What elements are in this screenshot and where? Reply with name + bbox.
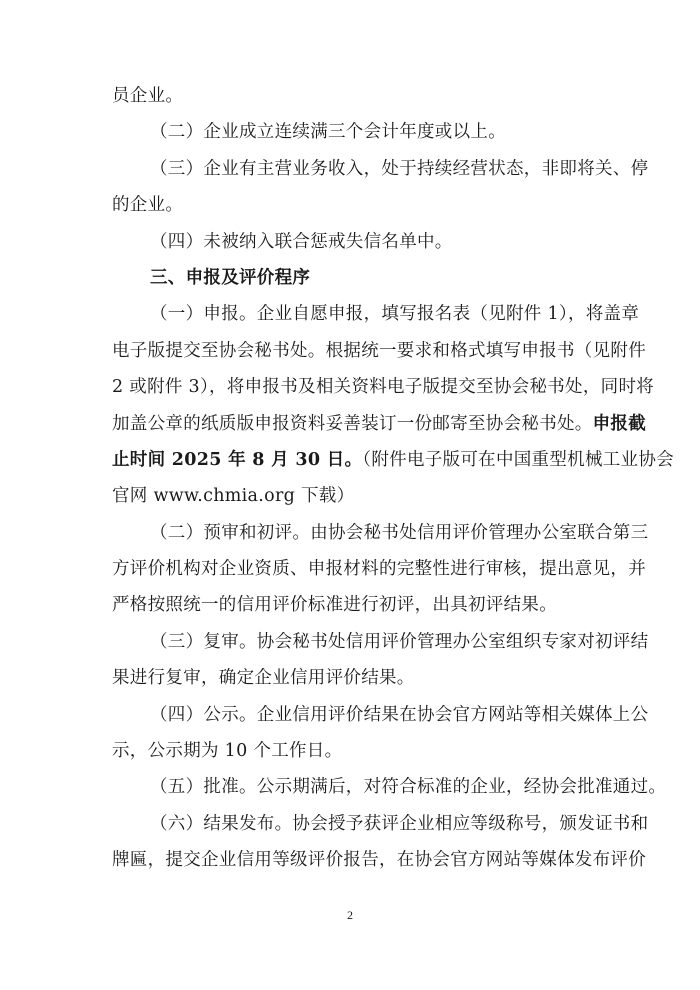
text-segment: 加盖公章的纸质版申报资料妥善装订一份邮寄至协会秘书处。 — [112, 413, 593, 434]
text-line: 官网 www.chmia.org 下载） — [112, 486, 355, 507]
text-line: （一）申报。企业自愿申报，填写报名表（见附件 1），将盖章 — [150, 304, 640, 325]
text-line: 方评价机构对企业资质、申报材料的完整性进行审核，提出意见，并 — [112, 559, 646, 580]
text-line: （二）企业成立连续满三个会计年度或以上。 — [150, 122, 506, 143]
bold-text-segment: 申报截 — [592, 413, 647, 434]
text-line: 严格按照统一的信用评价标准进行初评，出具初评结果。 — [112, 595, 557, 616]
text-line: （五）批准。公示期满后，对符合标准的企业，经协会批准通过。 — [150, 777, 667, 798]
text-line — [112, 442, 674, 478]
text-segment: （附件电子版可在中国重型机械工业协会 — [362, 449, 674, 470]
text-line: （三）企业有主营业务收入，处于持续经营状态，非即将关、停 — [150, 158, 649, 179]
text-line: （六）结果发布。协会授予获评企业相应等级称号，颁发证书和 — [150, 813, 649, 834]
text-line: 示，公示期为 10 个工作日。 — [112, 741, 343, 762]
text-line: （四）未被纳入联合惩戒失信名单中。 — [150, 231, 453, 252]
text-line: 三、申报及评价程序 — [150, 267, 311, 288]
text-line: （三）复审。协会秘书处信用评价管理办公室组织专家对初评结 — [150, 631, 649, 652]
bold-text-segment: 止时间 2025 年 8 月 30 日。 — [112, 449, 363, 470]
text-line: 2 或附件 3），将申报书及相关资料电子版提交至协会秘书处，同时将 — [112, 377, 655, 398]
text-line: 的企业。 — [112, 195, 184, 216]
page-number: 2 — [347, 908, 353, 922]
text-line — [112, 406, 647, 442]
text-line: （二）预审和初评。由协会秘书处信用评价管理办公室联合第三 — [150, 522, 649, 543]
text-line: 电子版提交至协会秘书处。根据统一要求和格式填写申报书（见附件 — [112, 340, 646, 361]
text-line: 牌匾，提交企业信用等级评价报告，在协会官方网站等媒体发布评价 — [112, 850, 646, 871]
text-line: 员企业。 — [112, 86, 184, 106]
document-body — [112, 78, 674, 879]
text-line: （四）公示。企业信用评价结果在协会官方网站等相关媒体上公 — [150, 704, 649, 725]
text-line: 果进行复审，确定企业信用评价结果。 — [112, 668, 415, 689]
